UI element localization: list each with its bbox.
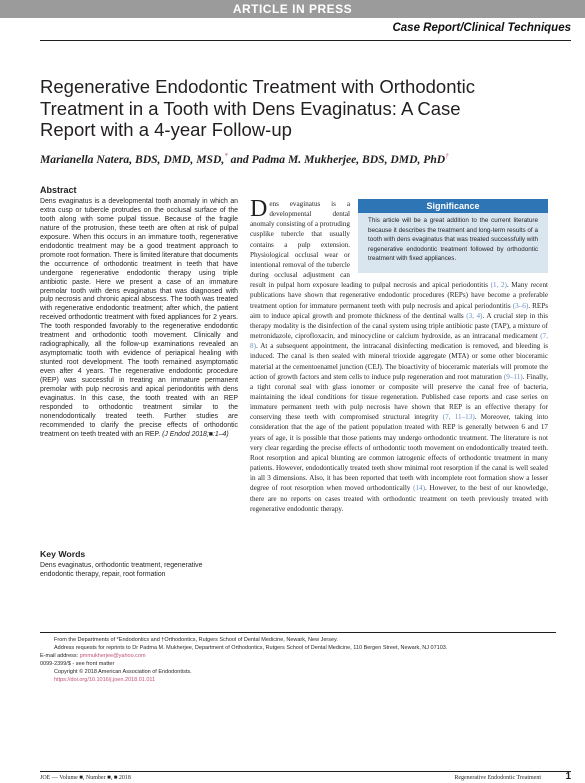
citation-link[interactable]: (7, 11–13) [442, 413, 475, 422]
intro-text-2: . Many recent publications have shown that regenerative endodontic procedures (REPs) have become a preferable treatment option for immature permanent teeth with pulp necrosis and apical periodontitis [250, 281, 549, 310]
article-in-press-banner: ARTICLE IN PRESS [0, 0, 585, 18]
abstract-heading: Abstract [40, 185, 77, 195]
intro-text-5: . At a subsequent appointment, the intracanal disinfecting medication is removed, and bleeding is induced. The canal is then sealed with mineral trioxide aggregate (MTA) or some other bioceramic material at the cementoenamel junction (CEJ). The bioactivity of bioceramic materials will promote the action of growth factors and stem cells to induce pulp regeneration and root maturation [250, 342, 548, 381]
page-number: 1 [565, 771, 571, 782]
footnote-divider [40, 632, 556, 633]
abstract-text [40, 198, 238, 440]
author-mukherjee: Padma M. Mukherjee, BDS, DMD, PhD [251, 152, 446, 166]
drop-cap: D [250, 196, 268, 222]
doi-link[interactable]: https://doi.org/10.1016/j.joen.2018.01.011 [54, 677, 156, 684]
abstract-body: Dens evaginatus is a developmental tooth anomaly in which an extra cusp or tubercle protrudes on the occlusal surface of the tooth along with some pulpal tissue. Because of the fragile nature of the protrusion, these teeth are often at risk of pulpal exposure. When this occurs in an immature tooth, regenerative endodontic treatment may be a good treatment approach to promote root formation. There is limited literature that documents the occurrence of orthodontic treatment in teeth that have undergone regenerative endodontic therapy using triple antibiotic paste. Here we present a case of an immature premolar tooth with dens evaginatus that was diagnosed with pulp necrosis and chronic apical abscess. The tooth was treated with regenerative endodontic treatment; after which, the patient received orthodontic treatment with fixed appliances for 2 years. The tooth responded favorably to the regenerative endodontic treatment and orthodontic tooth movement. Clinically and radiographically, all the follow-up examinations revealed an asymptomatic tooth with evidence of periapical healing with stunted root development. The tooth remained asymptomatic even after 4 years. The regenerative endodontic procedure (REP) was successful in treating an immature permanent premolar with pulp necrosis and apical periodontitis with dens evaginatus. In this case, the tooth treated with an REP responded to orthodontic treatment similar to the nonendodontically treated teeth. Further studies are recommended to clarify the precise effects of orthodontic treatment on teeth treated with an REP. [40, 198, 238, 438]
significance-text: This article will be a great addition to the current literature because it describes the treatment and long-term results of a tooth with dens evaginatus that was treated successfully with regenerative endodontic treatment followed by orthodontic treatment with fixed appliances. [368, 217, 538, 263]
keywords-text: Dens evaginatus, orthodontic treatment, regenerative endodontic therapy, repair, root formation [40, 562, 203, 578]
keywords-heading: Key Words [40, 549, 86, 559]
section-label: Case Report/Clinical Techniques [392, 22, 571, 34]
citation-link[interactable]: (14) [413, 484, 426, 493]
footnotes [40, 636, 560, 684]
email-link[interactable]: pmmukherjee@yahoo.com [79, 653, 146, 660]
intro-text-8: . However, to the best of our knowledge, there are no reports on cases treated with orthodontic treatment on teeth previously treated with regenerative endodontic therapy. [250, 484, 548, 513]
issn-line: 0099-2399/$ - see front matter [40, 661, 115, 668]
citation-link[interactable]: (9–11) [503, 372, 523, 381]
citation-link[interactable]: (7, 8) [250, 332, 548, 351]
citation-link[interactable]: (1, 2) [490, 281, 507, 290]
footer-divider [40, 771, 571, 772]
citation-link[interactable]: (3, 4) [466, 311, 483, 320]
author-connector: and [227, 152, 252, 166]
affiliation-marker-1[interactable]: * [224, 152, 228, 160]
significance-heading: Significance [358, 199, 548, 213]
affiliation-marker-2[interactable]: † [445, 152, 449, 160]
significance-box [358, 199, 548, 273]
email-label: E-mail address: [40, 653, 80, 660]
introduction-column [250, 196, 549, 514]
copyright-line: Copyright © 2018 American Association of Endodontists. [54, 669, 192, 676]
reprint-address: Address requests for reprints to Dr Padma M. Mukherjee, Department of Orthodontics, Rutgers School of Dental Medicine, 110 Bergen Street, Newark, NJ 07103. [54, 645, 448, 652]
author-natera: Marianella Natera, BDS, DMD, MSD, [40, 152, 225, 166]
journal-volume-line: JOE — Volume ■, Number ■, ■ 2018 [40, 775, 131, 781]
intro-text-1: ens evaginatus is a developmental dental anomaly consisting of a protruding cusplike tubercle that usually contains a pulp extension. Physiological occlusal wear or intentional removal of the tubercle during occlusal adjustment can result in pulpal horn exposure leading to pulpal necrosis and apical periodontitis [250, 200, 491, 290]
author-line [40, 152, 560, 166]
article-title: Regenerative Endodontic Treatment with Orthodontic Treatment in a Tooth with Dens Evaginatus: A Case Report with a 4-year Follow-up [40, 76, 475, 140]
running-title: Regenerative Endodontic Treatment [454, 775, 541, 781]
intro-text-6: . Finally, a tight coronal seal with glass ionomer or composite will preserve the canal free of bacteria, maintaining the ideal conditions for tissue regeneration. Published case reports and case series on immature permanent teeth with pulp necrosis have shown that REP is an effective therapy for conserving these teeth with compromised structural integrity [250, 372, 549, 422]
email-line [40, 652, 560, 660]
header-divider [40, 40, 571, 41]
affiliation-note: From the Departments of *Endodontics and †Orthodontics, Rutgers School of Dental Medicine, Newark, New Jersey. [54, 637, 338, 643]
citation-link[interactable]: (3–6) [512, 301, 529, 310]
intro-text-4: . A crucial step in this therapy modality is the disinfection of the canal system using triple antibiotic paste (TAP), a mixture of metronidazole, ciprofloxacin, and minocycline or calcium hydroxide, as an intracanal medicament [250, 311, 548, 341]
abstract-citation: (J Endod 2018;■:1–4) [160, 430, 229, 438]
intro-text-7: . Moreover, taking into consideration that the age of the patient population treated with REP is generally between 6 and 17 years of age, it is possible that those patients may undergo orthodontic treatment. The literature is not very clear regarding the precise effects of orthodontic tooth movement on endodontically treated teeth. Root resorption and apical blunting are common iatrogenic effects of orthodontic treatment in many patients. However, endodontically treated teeth show minimal root resorption if the canal is well sealed in all 3 dimensions. Also, it has been reported that teeth with incomplete root formation show a lesser degree of root resorption when moved orthodontically [250, 413, 548, 493]
intro-text-3: . REPs aim to induce apical growth and promote thickness of the dentinal walls [250, 301, 548, 320]
